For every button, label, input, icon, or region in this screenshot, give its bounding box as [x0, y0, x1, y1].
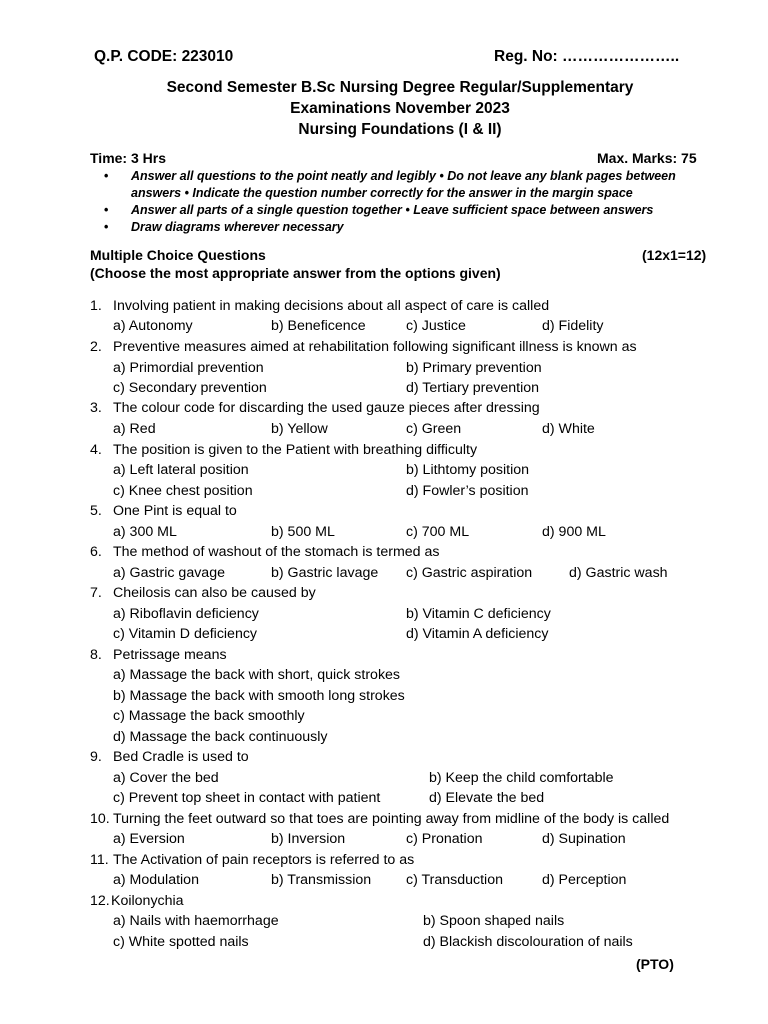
question-text: One Pint is equal to — [113, 503, 237, 519]
exam-subject: Nursing Foundations (I & II) — [298, 121, 502, 138]
option-b: b) Vitamin C deficiency — [406, 606, 551, 622]
section-marks: (12x1=12) — [642, 247, 707, 263]
qp-code: Q.P. CODE: 223010 — [94, 48, 234, 65]
question-number: 3. — [90, 400, 102, 416]
exam-time: Time: 3 Hrs — [90, 150, 166, 166]
option-a: a) Riboflavin deficiency — [113, 606, 259, 622]
option-a: a) Red — [113, 421, 156, 437]
question-number: 11. — [90, 852, 109, 868]
option-a: a) Eversion — [113, 831, 185, 847]
option-d: d) Fowler’s position — [406, 483, 529, 499]
instruction-text: Answer all parts of a single question together • Leave sufficient space between answers — [131, 203, 654, 217]
pto-marker: (PTO) — [636, 956, 674, 972]
question-text: Involving patient in making decisions about all aspect of care is called — [113, 298, 550, 314]
option-d: d) Gastric wash — [569, 565, 668, 581]
question-number: 12. — [90, 893, 110, 909]
option-a: a) Primordial prevention — [113, 360, 264, 376]
section-subtitle: (Choose the most appropriate answer from the options given) — [90, 265, 501, 281]
question-number: 2. — [90, 339, 102, 355]
option-c: c) Vitamin D deficiency — [113, 626, 258, 642]
option-a: a) Modulation — [113, 872, 199, 888]
option-d: d) Fidelity — [542, 318, 604, 334]
option-a: a) Gastric gavage — [113, 565, 225, 581]
option-d: d) Blackish discolouration of nails — [423, 934, 633, 950]
question-number: 9. — [90, 749, 102, 765]
reg-no: Reg. No: ………………….. — [494, 48, 680, 65]
instruction-item — [104, 219, 704, 236]
option-c: c) Justice — [406, 318, 466, 334]
option-c: c) Secondary prevention — [113, 380, 267, 396]
question-text: Turning the feet outward so that toes are pointing away from midline of the body is called — [113, 811, 670, 827]
question-text: The method of washout of the stomach is termed as — [113, 544, 440, 560]
instruction-text: Draw diagrams wherever necessary — [131, 219, 344, 234]
option-d: d) Elevate the bed — [429, 790, 545, 806]
instructions-list — [104, 168, 704, 235]
option-b: b) Massage the back with smooth long strokes — [113, 688, 405, 704]
option-d: d) Supination — [542, 831, 626, 847]
question-text: The colour code for discarding the used gauze pieces after dressing — [113, 400, 540, 416]
option-d: d) 900 ML — [542, 524, 606, 540]
bullet-icon: • — [104, 203, 109, 217]
option-a: a) Autonomy — [113, 318, 193, 334]
option-b: b) Gastric lavage — [271, 565, 379, 581]
option-c: c) Transduction — [406, 872, 503, 888]
question-number: 10. — [90, 811, 110, 827]
question-text: Bed Cradle is used to — [113, 749, 249, 765]
instruction-item — [104, 168, 704, 201]
bullet-icon: • — [104, 169, 109, 183]
option-b: b) Keep the child comfortable — [429, 770, 614, 786]
option-b: b) Beneficence — [271, 318, 366, 334]
option-a: a) Left lateral position — [113, 462, 249, 478]
option-c: c) Prevent top sheet in contact with patient — [113, 790, 381, 806]
option-b: b) Primary prevention — [406, 360, 542, 376]
instruction-text: Answer all questions to the point neatly and legibly • Do not leave any blank pages between — [131, 169, 676, 183]
question-number: 5. — [90, 503, 102, 519]
question-text: Preventive measures aimed at rehabilitation following significant illness is known as — [113, 339, 637, 355]
option-d: d) Perception — [542, 872, 627, 888]
question-number: 1. — [90, 298, 102, 314]
option-c: c) Green — [406, 421, 462, 437]
question-text: The position is given to the Patient with breathing difficulty — [113, 442, 478, 458]
option-c: c) Gastric aspiration — [406, 565, 533, 581]
section-title: Multiple Choice Questions — [90, 247, 266, 263]
question-text: Petrissage means — [113, 647, 227, 663]
option-c: c) 700 ML — [406, 524, 470, 540]
question-number: 7. — [90, 585, 102, 601]
option-d: d) White — [542, 421, 595, 437]
option-d: d) Vitamin A deficiency — [406, 626, 549, 642]
question-number: 4. — [90, 442, 102, 458]
option-c: c) White spotted nails — [113, 934, 249, 950]
question-text: The Activation of pain receptors is referred to as — [113, 852, 415, 868]
option-a: a) Massage the back with short, quick strokes — [113, 667, 401, 683]
option-b: b) Yellow — [271, 421, 328, 437]
option-b: b) Spoon shaped nails — [423, 913, 565, 929]
option-b: b) Inversion — [271, 831, 346, 847]
option-b: b) Transmission — [271, 872, 372, 888]
instruction-text: answers • Indicate the question number correctly for the answer in the margin space — [131, 185, 633, 200]
option-d: d) Massage the back continuously — [113, 729, 328, 745]
option-c: c) Pronation — [406, 831, 483, 847]
option-a: a) 300 ML — [113, 524, 177, 540]
option-a: a) Cover the bed — [113, 770, 219, 786]
question-text: Koilonychia — [111, 893, 184, 909]
option-a: a) Nails with haemorrhage — [113, 913, 279, 929]
max-marks: Max. Marks: 75 — [597, 150, 697, 166]
exam-title-line1: Second Semester B.Sc Nursing Degree Regular/Supplementary — [166, 79, 634, 96]
option-c: c) Knee chest position — [113, 483, 253, 499]
question-number: 8. — [90, 647, 102, 663]
exam-title-line2: Examinations November 2023 — [290, 100, 510, 117]
option-d: d) Tertiary prevention — [406, 380, 540, 396]
option-b: b) Lithtomy position — [406, 462, 530, 478]
option-c: c) Massage the back smoothly — [113, 708, 305, 724]
bullet-icon: • — [104, 219, 109, 234]
option-b: b) 500 ML — [271, 524, 335, 540]
instruction-item — [104, 202, 704, 219]
question-text: Cheilosis can also be caused by — [113, 585, 316, 601]
question-number: 6. — [90, 544, 102, 560]
